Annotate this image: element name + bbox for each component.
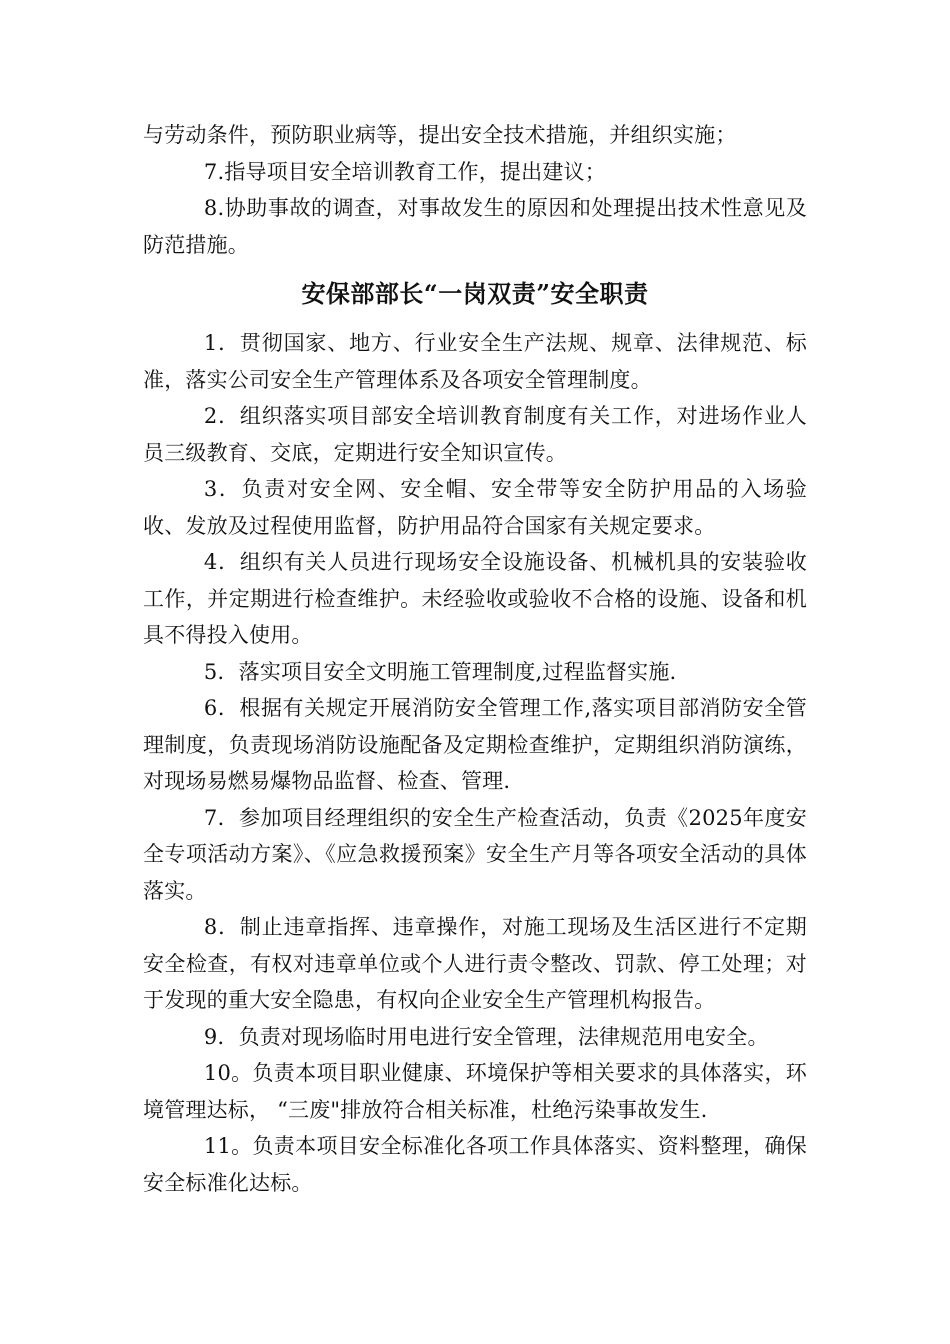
list-item: 4．组织有关人员进行现场安全设施设备、机械机具的安装验收工作，并定期进行检查维护。未经验收或验收不合格的设施、设备和机具不得投入使用。 bbox=[143, 550, 807, 647]
list-item: 1．贯彻国家、地方、行业安全生产法规、规章、法律规范、标准，落实公司安全生产管理体系及各项安全管理制度。 bbox=[143, 331, 807, 392]
continued-item-8: 8.协助事故的调查，对事故发生的原因和处理提出技术性意见及防范措施。 bbox=[143, 196, 807, 257]
continued-paragraph: 与劳动条件，预防职业病等，提出安全技术措施，并组织实施； bbox=[143, 123, 737, 147]
list-item: 7．参加项目经理组织的安全生产检查活动，负责《2025年度安全专项活动方案》、《应急救援预案》安全生产月等各项安全活动的具体落实。 bbox=[143, 805, 807, 903]
list-item: 11。负责本项目安全标准化各项工作具体落实、资料整理，确保安全标准化达标。 bbox=[143, 1134, 807, 1195]
continued-item-7: 7.指导项目安全培训教育工作，提出建议； bbox=[203, 159, 606, 184]
list-item: 5．落实项目安全文明施工管理制度,过程监督实施. bbox=[203, 659, 677, 684]
list-item: 10。负责本项目职业健康、环境保护等相关要求的具体落实，环境管理达标， “三废"排放符合相关标准，杜绝污染事故发生. bbox=[143, 1061, 807, 1122]
list-item: 9．负责对现场临时用电进行安全管理，法律规范用电安全。 bbox=[203, 1024, 769, 1049]
list-item: 8．制止违章指挥、违章操作，对施工现场及生活区进行不定期安全检查，有权对违章单位或个人进行责令整改、罚款、停工处理；对于发现的重大安全隐患，有权向企业安全生产管理机构报告。 bbox=[143, 915, 807, 1012]
list-item: 2．组织落实项目部安全培训教育制度有关工作，对进场作业人员三级教育、交底，定期进行安全知识宣传。 bbox=[143, 404, 807, 465]
document-body bbox=[143, 117, 807, 1201]
list-item: 3．负责对安全网、安全帽、安全带等安全防护用品的入场验收、发放及过程使用监督，防护用品符合国家有关规定要求。 bbox=[143, 477, 807, 538]
list-item: 6．根据有关规定开展消防安全管理工作,落实项目部消防安全管理制度，负责现场消防设施配备及定期检查维护，定期组织消防演练，对现场易燃易爆物品监督、检查、管理. bbox=[143, 696, 807, 793]
section-title: 安保部部长“一岗双责”安全职责 bbox=[301, 279, 649, 308]
